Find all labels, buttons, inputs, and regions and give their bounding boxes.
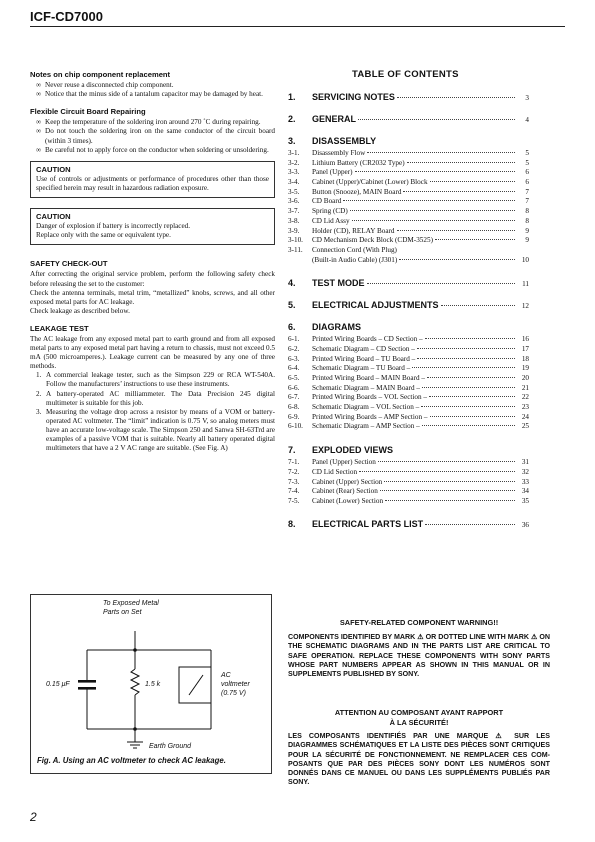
notes-bullet [30,90,275,99]
toc-section [288,114,529,124]
item-text: A commercial leakage tester, such as the Simpson 229 or RCA WT-540A. Follow the manufacturers’ instructions to use these instruments. [46,371,275,389]
fig-voltmeter-label: voltmeter [221,681,250,688]
toc-entry [288,227,529,237]
toc-leader-dots [422,387,515,388]
toc-section-number: 1. [288,92,296,102]
notes-bullet-text: Never reuse a disconnected chip component. [45,81,174,90]
toc-entry-title: Printed Wiring Board – MAIN Board – [312,374,425,382]
toc-entry-title: Printed Wiring Boards – CD Section – [312,335,423,344]
toc-entry-number: 7-1. [288,458,300,467]
toc-leader-dots [417,348,515,349]
page-number: 2 [30,810,37,824]
toc-section-title: ELECTRICAL PARTS LIST [312,518,424,529]
toc-page-number: 22 [521,393,529,402]
toc-entry [288,458,529,468]
toc-entry-number: 6-9. [288,412,300,421]
toc-page-number: 32 [521,467,529,476]
toc-page-number: 5 [525,149,529,157]
toc-entry-title: Cabinet (Lower) Section [312,496,384,505]
toc-entry-number: 6-8. [288,403,300,412]
safety-warning-text-fr: LES COMPOSANTS IDENTIFIÉS PAR UNE MARQUE ⚠ SUR LES DIAGRAMMES SCHÉMATIQUES ET LA LISTE DES PIÈCES SONT CRITIQUES POUR LA SÉCURITÉ DE FONCTIONNEMENT. NE REMPLACER CES COM- POSANTS QUE PAR DES PIÈCES SONY DONT LES NUMÉROS SONT DONNÉS DANS CE MANUEL OU DANS LES SUPPLÉMENTS PUBLIÉS PAR SONY. [288,732,550,787]
notes-bullet-text: Notice that the minus side of a tantalum capacitor may be damaged by heat. [45,90,263,99]
toc-section [288,519,529,529]
toc-page-number: 21 [521,383,529,392]
flex-bullet [30,127,275,145]
toc-entry-number: 7-5. [288,496,300,505]
flex-heading: Flexible Circuit Board Repairing [30,107,146,117]
bullet-mark: ∞ [36,118,42,127]
fig-voltmeter-label: (0.75 V) [221,690,246,697]
toc-entry-number: 6-5. [288,374,300,382]
toc-page-number: 24 [521,412,529,421]
toc-entry [288,364,529,374]
caution-title: CAUTION [36,164,71,174]
toc-leader-dots [403,191,515,192]
flex-bullet-text: Keep the temperature of the soldering iron around 270 ˚C during repairing. [45,118,261,127]
toc-entry-title: Printed Wiring Boards – VOL Section – [312,393,427,402]
toc-page-number: 7 [525,187,529,196]
toc-entry [288,468,529,478]
toc-leader-dots [427,377,515,378]
caution-line: Replace only with the same or equivalent type. [36,231,171,240]
toc-leader-dots [399,259,515,260]
leakage-test-text: The AC leakage from any exposed metal part to earth ground and from all exposed metal parts to any exposed metal part having a return to chassis, must not exceed 0.5 mA (500 microamperes.). Leakage current can be measured by any one of three methods. [30,334,275,371]
toc-entry-number: 3-10. [288,236,303,245]
toc-section-title: EXPLODED VIEWS [312,445,394,456]
safety-checkout-text: After correcting the original service problem, perform the following safety check before releasing the set to the customer: [30,270,275,288]
toc-leader-dots [397,97,515,98]
flex-bullet-text: Be careful not to apply force on the conductor when soldering or unsoldering. [45,145,269,154]
toc-page-number: 33 [521,477,529,486]
toc-leader-dots [430,416,515,417]
item-text: A battery-operated AC milliammeter. The Data Precision 245 digital multimeter is suitable for this job. [46,389,275,407]
safety-warning-text: COMPONENTS IDENTIFIED BY MARK ⚠ OR DOTTED LINE WITH MARK ⚠ ON THE SCHEMATIC DIAGRAMS AND IN THE PARTS LIST ARE CRITICAL TO SAFE OPERATION. REPLACE THESE COMPONENTS WITH SONY PARTS WHOSE PART NUMBERS APPEAR AS SHOWN IN THIS MANUAL OR IN SUPPLEMENTS PUBLISHED BY SONY. [288,633,550,679]
toc-entry [288,256,529,266]
toc-entry [288,413,529,423]
toc-entry [288,149,529,159]
toc-entry [288,393,529,403]
toc-page-number: 9 [525,236,529,245]
toc-entry-number: 3-7. [288,207,300,216]
toc-entry-number: 7-2. [288,467,300,476]
toc-entry-number: 3-4. [288,178,300,187]
toc-entry-title: CD Lid Section [312,467,358,476]
toc-page-number: 9 [525,226,529,235]
toc-entry-title: Schematic Diagram – VOL Section – [312,403,420,412]
toc-section-number: 4. [288,278,296,289]
toc-page-number: 17 [521,344,529,353]
toc-page-number: 34 [521,487,529,496]
toc-page-number: 3 [525,94,529,102]
flex-bullet [30,146,275,155]
left-column [30,70,275,453]
safety-warning-title-fr: À LA SÉCURITÉ! [389,718,449,727]
toc-page-number: 7 [525,197,529,206]
safety-checkout-heading: SAFETY CHECK-OUT [30,259,108,269]
toc-entry-title: Schematic Diagram – MAIN Board – [312,383,420,392]
toc-entry [288,422,529,432]
toc-leader-dots [384,481,515,482]
toc-section [288,300,529,310]
toc-leader-dots [352,220,515,221]
toc-leader-dots [343,200,515,201]
toc-page-number: 25 [521,422,529,431]
toc-page-number: 18 [521,354,529,363]
toc-entry-number: 3-3. [288,168,300,177]
fig-label-top: Parts on Set [103,609,142,616]
toc-page-number: 10 [521,255,529,264]
toc-title: TABLE OF CONTENTS [352,69,459,80]
toc-page-number: 31 [521,458,529,467]
toc-entry [288,188,529,198]
toc-section-number: 5. [288,300,296,311]
toc-entry [288,217,529,227]
toc-leader-dots [421,406,515,407]
toc-entry-title: Cabinet (Upper)/Cabinet (Lower) Block [312,178,428,187]
toc-page-number: 20 [521,374,529,382]
toc-leader-dots [430,181,515,182]
toc-leader-dots [367,152,515,153]
toc-entry-title: Printed Wiring Board – TU Board – [312,354,416,363]
toc-leader-dots [417,358,515,359]
toc-leader-dots [355,171,515,172]
toc-entry-number: 3-9. [288,226,300,235]
toc-section-title: DIAGRAMS [312,322,361,333]
toc-section [288,278,529,288]
item-text: Measuring the voltage drop across a resistor by means of a VOM or battery-operated AC voltmeter. The “limit” indication is 0.75 V, so analog meters must have an accurate low-voltage scale. The Simpson 250 and Sanwa SH-63Trd are examples of a passive VOM that is suitable. Nearly all battery operated digital multimeters that have a 2 V AC range are suitable. (See Fig. A) [46,407,275,453]
toc-leader-dots [425,338,515,339]
safety-warning-title-fr: ATTENTION AU COMPOSANT AYANT RAPPORT [334,708,504,717]
toc-entry [288,168,529,178]
flex-bullet-text: Do not touch the soldering iron on the same conductor of the circuit board (within 3 times). [45,127,275,145]
toc-section-number: 3. [288,136,296,146]
toc-entry-title: Holder (CD), RELAY Board [312,226,395,235]
toc-leader-dots [407,162,515,163]
item-number: 1. [36,371,42,380]
toc-section-number: 2. [288,114,296,124]
toc-entry [288,497,529,507]
toc-entry-number: 3-5. [288,187,300,196]
caution-line: Danger of explosion if battery is incorrectly replaced. [36,222,191,231]
toc-entry-number: 7-4. [288,487,300,496]
fig-capacitor-label: 0.15 μF [46,681,70,688]
toc-entry [288,207,529,217]
toc-entry-title: Cabinet (Upper) Section [312,477,383,486]
notes-heading: Notes on chip component replacement [30,70,171,79]
toc-page-number: 8 [525,216,529,225]
table-of-contents [288,92,529,529]
toc-entry-title: Schematic Diagram – AMP Section – [312,422,420,431]
toc-entry [288,355,529,365]
figure-a-box [30,594,272,774]
toc-entry-title: Spring (CD) [312,207,348,216]
toc-section-number: 8. [288,518,296,529]
model-title: ICF-CD7000 [30,9,103,24]
toc-page-number: 36 [521,520,529,529]
toc-entry-title: CD Board [312,197,342,206]
toc-leader-dots [358,119,515,120]
toc-page-number: 35 [521,496,529,505]
toc-entry [288,384,529,394]
toc-section [288,92,529,102]
toc-entry-title: Schematic Diagram – CD Section – [312,344,415,353]
toc-entry [288,345,529,355]
toc-entry [288,403,529,413]
toc-entry [288,478,529,488]
toc-entry-title: CD Mechanism Deck Block (CDM-3525) [312,236,433,245]
toc-section-title: DISASSEMBLY [312,136,377,146]
toc-entry-number: 6-7. [288,393,300,402]
toc-entry-number: 3-2. [288,158,300,167]
flex-bullet [30,118,275,127]
toc-page-number: 12 [521,302,529,311]
toc-leader-dots [412,367,515,368]
fig-resistor-label: 1.5 k [145,681,161,688]
toc-entry-number: 7-3. [288,477,300,486]
fig-label-top: To Exposed Metal [103,600,159,607]
toc-entry-number: 6-2. [288,344,300,353]
toc-page-number: 4 [525,116,529,124]
toc-page-number: 8 [525,207,529,216]
toc-entry-number: 3-6. [288,197,300,206]
toc-entry [288,197,529,207]
toc-entry [288,246,529,256]
toc-page-number: 23 [521,403,529,412]
toc-leader-dots [378,461,515,462]
toc-leader-dots [380,490,515,491]
toc-leader-dots [435,239,515,240]
toc-entry [288,159,529,169]
toc-leader-dots [425,524,515,525]
toc-page-number: 11 [522,280,529,289]
toc-entry-title: Panel (Upper) [312,168,353,177]
bullet-mark: ∞ [36,145,42,154]
toc-section-number: 6. [288,322,296,333]
toc-page-number: 16 [521,335,529,344]
toc-entry [288,487,529,497]
toc-entry-title: Cabinet (Rear) Section [312,487,378,496]
bullet-mark: ∞ [36,90,42,99]
toc-leader-dots [367,283,515,284]
toc-entry-number: 6-4. [288,364,300,373]
toc-entry [288,374,529,384]
toc-section-title: SERVICING NOTES [312,92,395,102]
toc-leader-dots [359,471,515,472]
toc-entry-title: (Built-in Audio Cable) (J301) [312,255,398,264]
caution-text: Use of controls or adjustments or performance of procedures other than those specified herein may result in hazardous radiation exposure. [36,174,269,192]
fig-voltmeter-label: AC [221,672,231,679]
leakage-method-item [30,371,275,389]
leakage-method-item [30,408,275,453]
toc-leader-dots [441,305,515,306]
header-rule [30,26,565,27]
toc-entry-number: 3-8. [288,216,300,225]
toc-entry [288,178,529,188]
toc-leader-dots [429,396,515,397]
toc-page-number: 6 [525,168,529,177]
toc-page-number: 19 [521,364,529,373]
toc-leader-dots [397,230,515,231]
toc-section-title: GENERAL [312,114,357,124]
item-number: 2. [36,389,42,398]
toc-entry-title: Button (Snooze), MAIN Board [312,187,402,196]
leakage-method-item [30,390,275,408]
leakage-test-heading: LEAKAGE TEST [30,323,89,333]
toc-entry-title: Connection Cord (With Plug) [312,245,397,254]
safety-warning-title: SAFETY-RELATED COMPONENT WARNING!! [339,618,499,627]
safety-checkout-text: Check the antenna terminals, metal trim, “metallized” knobs, screws, and all other exposed metal parts for AC leakage. [30,288,275,306]
toc-entry-title: Disassembly Flow [312,149,366,157]
item-number: 3. [36,407,42,416]
toc-entry-number: 6-10. [288,422,303,431]
toc-leader-dots [350,210,515,211]
toc-page-number: 5 [525,158,529,167]
bullet-mark: ∞ [36,81,42,90]
toc-leader-dots [385,500,515,501]
caution-title: CAUTION [36,212,71,222]
toc-entry-title: CD Lid Assy [312,216,350,225]
toc-entry-number: 6-3. [288,354,300,363]
notes-bullet [30,81,275,90]
toc-section [288,136,529,146]
toc-entry-title: Lithium Battery (CR2032 Type) [312,158,405,167]
caution-box-battery [30,208,275,245]
toc-leader-dots [422,425,515,426]
toc-page-number: 6 [525,178,529,187]
toc-section-number: 7. [288,445,296,456]
toc-section [288,445,529,455]
safety-checkout-text: Check leakage as described below. [30,306,130,315]
toc-entry-title: Schematic Diagram – TU Board – [312,364,411,373]
toc-entry-title: Panel (Upper) Section [312,458,376,467]
caution-box-radiation [30,161,275,198]
bullet-mark: ∞ [36,127,42,136]
toc-entry [288,335,529,345]
figure-caption: Fig. A. Using an AC voltmeter to check AC leakage. [37,756,226,765]
toc-entry-number: 3-1. [288,149,300,157]
toc-section-title: TEST MODE [312,278,365,289]
toc-entry-title: Printed Wiring Boards – AMP Section – [312,412,428,421]
toc-entry-number: 6-6. [288,383,300,392]
toc-entry [288,236,529,246]
fig-ground-label: Earth Ground [149,743,192,750]
toc-entry-number: 3-11. [288,245,303,254]
toc-section-title: ELECTRICAL ADJUSTMENTS [312,300,439,311]
toc-entry-number: 6-1. [288,335,300,344]
toc-section [288,322,529,332]
